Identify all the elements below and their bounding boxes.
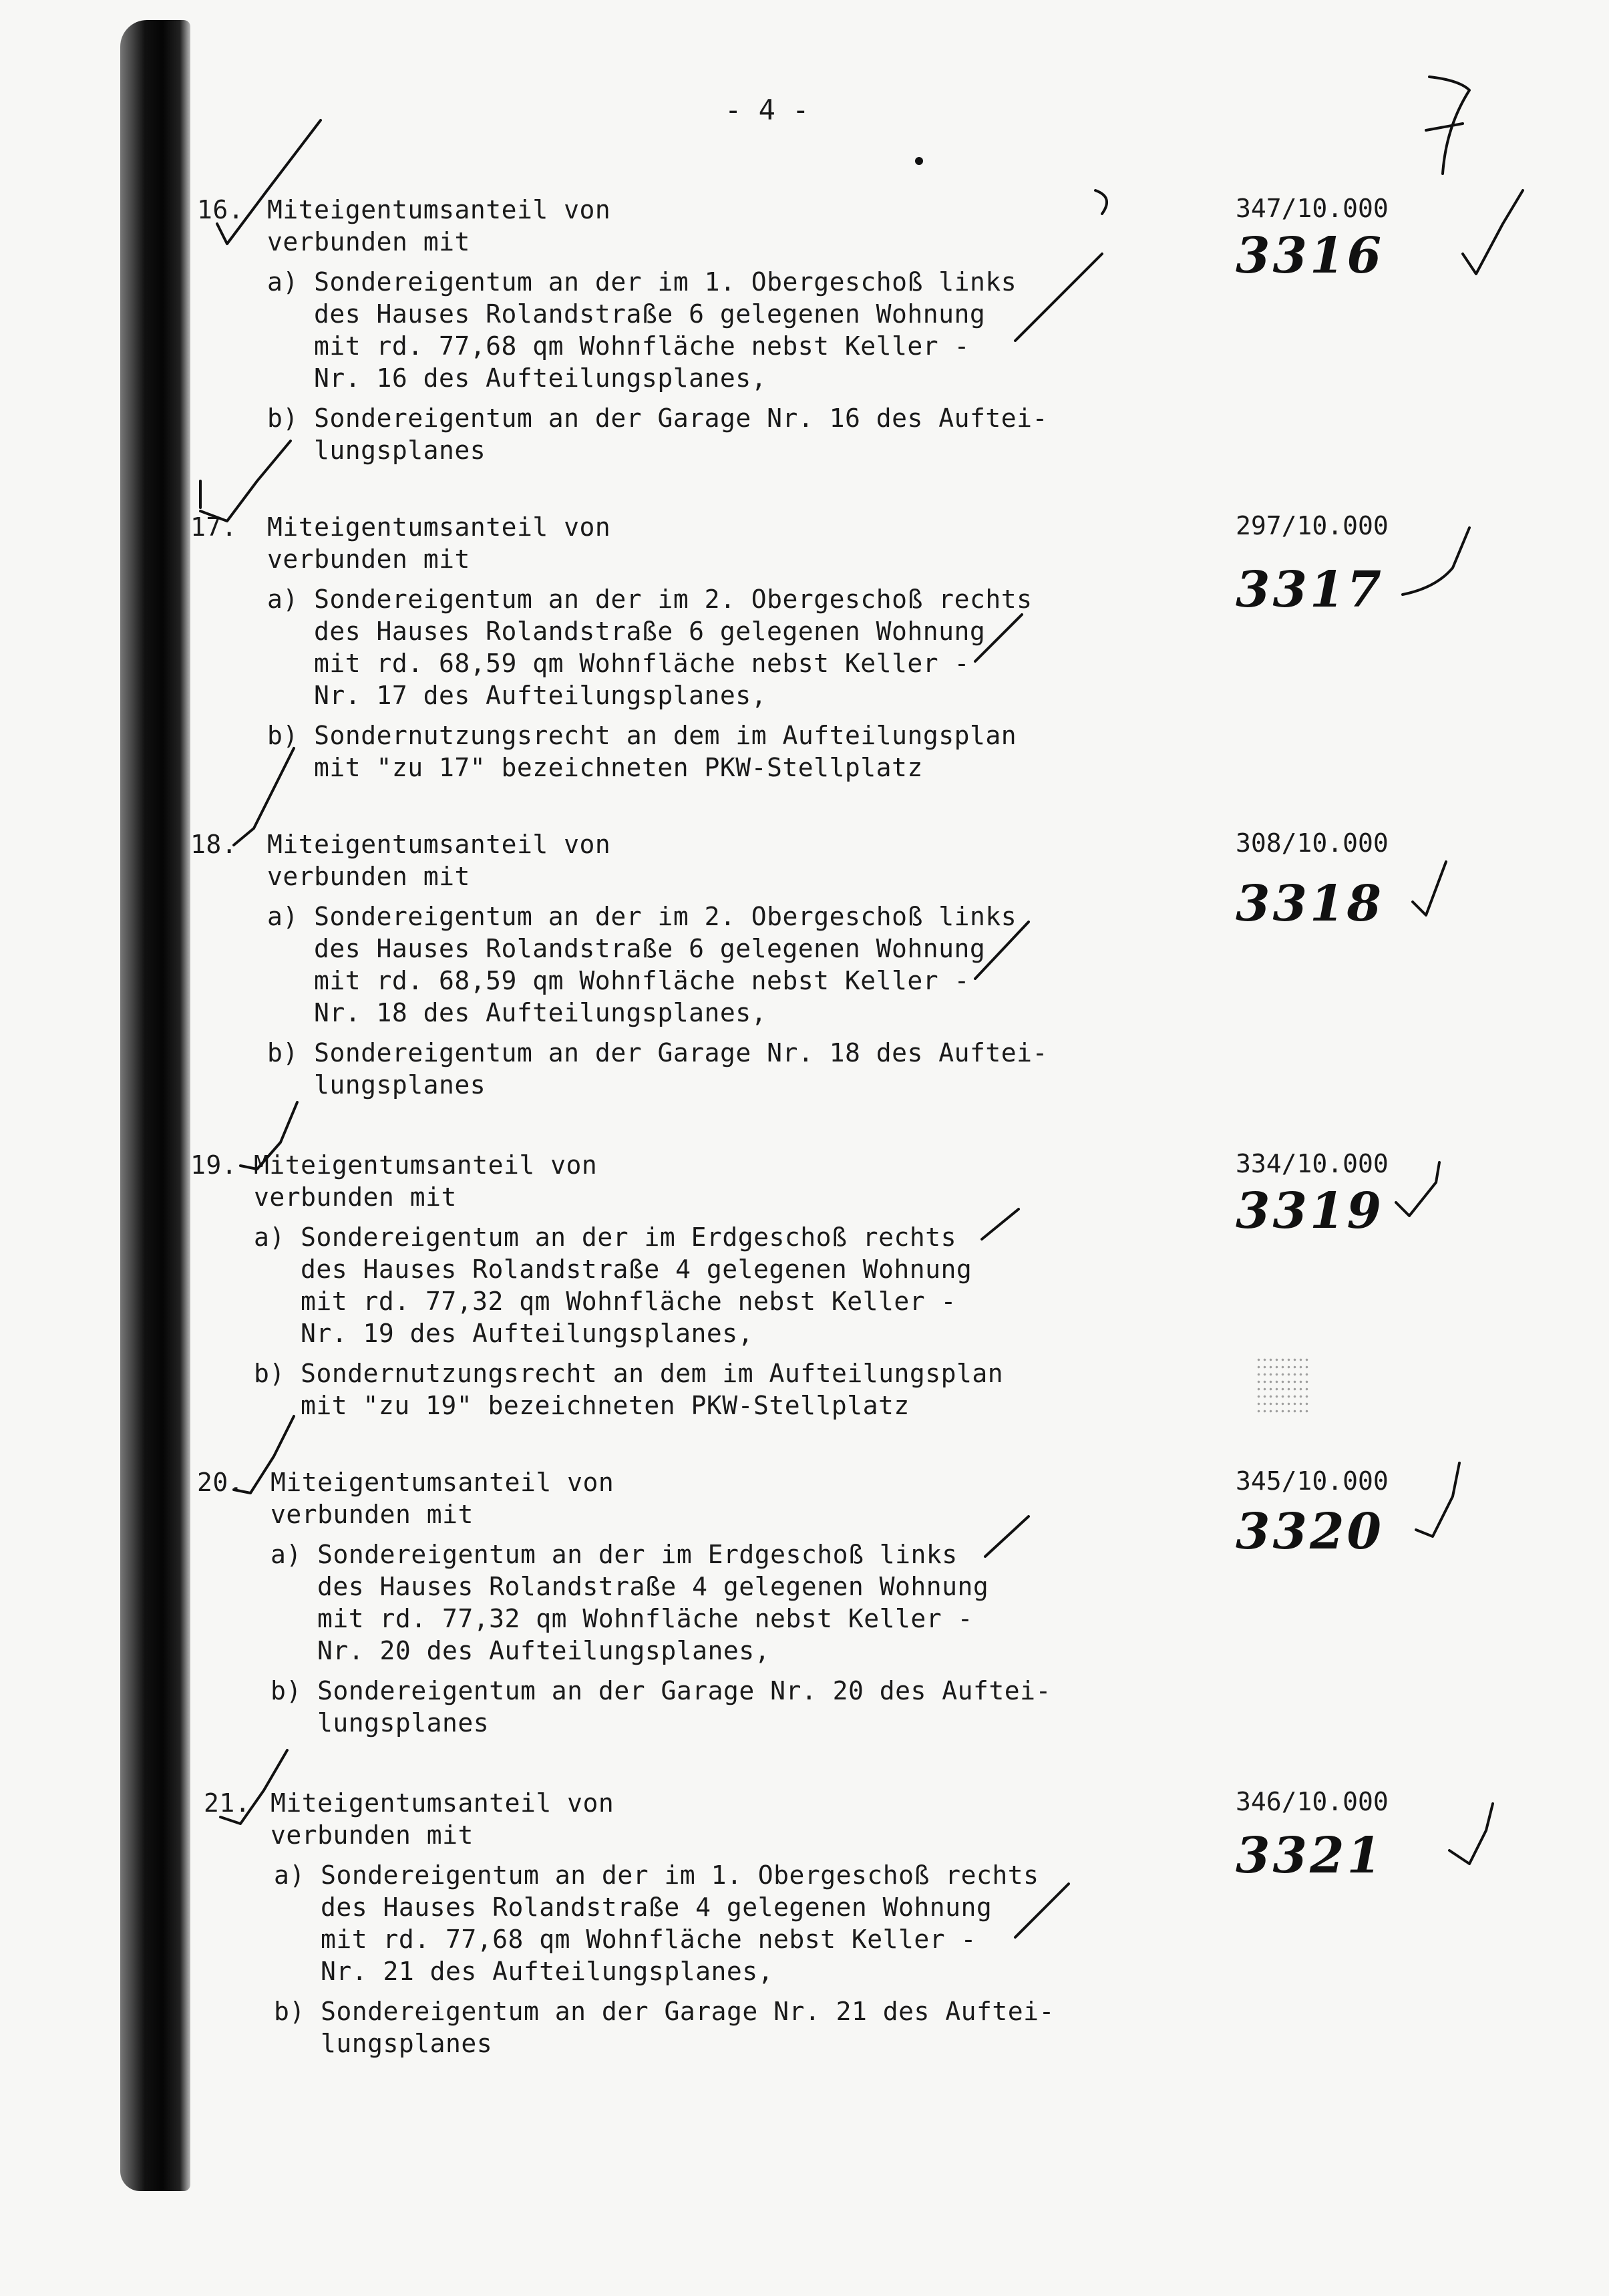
item-b: b) Sondereigentum an der Garage Nr. 18 des Auftei- [267, 1038, 1048, 1068]
page-number: - 4 - [725, 94, 810, 126]
entry-heading: Miteigentumsanteil von [267, 512, 611, 542]
entry-number: 21. [204, 1788, 251, 1818]
checkmark-16-right [1463, 190, 1523, 274]
ownership-share: 345/10.000 [1236, 1466, 1389, 1496]
handwritten-number: 3319 [1236, 1182, 1384, 1240]
entry-subheading: verbunden mit [267, 544, 470, 574]
item-b: b) Sondereigentum an der Garage Nr. 21 des Auftei- [274, 1997, 1055, 2026]
ownership-share: 346/10.000 [1236, 1787, 1389, 1816]
check-line-20 [985, 1516, 1029, 1556]
item-b-continued: lungsplanes [314, 1070, 486, 1100]
entry-heading: Miteigentumsanteil von [271, 1468, 614, 1497]
check-line-21 [1015, 1884, 1069, 1937]
ownership-share: 297/10.000 [1236, 511, 1389, 540]
item-a-continued: des Hauses Rolandstraße 4 gelegenen Wohnung [301, 1255, 972, 1284]
binding-edge-shadow [120, 20, 190, 2191]
check-line-16 [1015, 190, 1107, 341]
ownership-share: 347/10.000 [1236, 194, 1389, 223]
entry-heading: Miteigentumsanteil von [267, 195, 611, 224]
handwritten-number: 3321 [1236, 1827, 1384, 1884]
item-a-continued: Nr. 20 des Aufteilungsplanes, [317, 1636, 770, 1665]
item-a-continued: mit rd. 68,59 qm Wohnfläche nebst Keller - [314, 966, 970, 995]
item-a: a) Sondereigentum an der im 2. Obergeschoß rechts [267, 585, 1033, 614]
entry-subheading: verbunden mit [267, 862, 470, 891]
entry-subheading: verbunden mit [267, 227, 470, 257]
item-a-continued: des Hauses Rolandstraße 4 gelegenen Wohnung [317, 1572, 989, 1601]
ink-speckle [1256, 1356, 1309, 1416]
item-b-continued: lungsplanes [314, 436, 486, 465]
handwritten-number: 3318 [1236, 875, 1384, 933]
ownership-share: 308/10.000 [1236, 828, 1389, 858]
item-b-continued: mit "zu 19" bezeichneten PKW-Stellplatz [301, 1391, 910, 1420]
item-b-continued: mit "zu 17" bezeichneten PKW-Stellplatz [314, 753, 923, 782]
item-a-continued: des Hauses Rolandstraße 6 gelegenen Wohnung [314, 299, 986, 329]
item-a: a) Sondereigentum an der im 1. Obergeschoß rechts [274, 1860, 1039, 1890]
item-b: b) Sondernutzungsrecht an dem im Aufteilungsplan [254, 1359, 1004, 1388]
item-a-continued: mit rd. 77,32 qm Wohnfläche nebst Keller - [317, 1604, 973, 1633]
item-a-continued: mit rd. 77,32 qm Wohnfläche nebst Keller - [301, 1287, 956, 1316]
handwritten-number: 3317 [1236, 561, 1384, 619]
item-a-continued: mit rd. 68,59 qm Wohnfläche nebst Keller - [314, 649, 970, 678]
item-a-continued: Nr. 17 des Aufteilungsplanes, [314, 681, 767, 710]
checkmark-18-right [1413, 862, 1446, 915]
entry-number: 18. [190, 830, 238, 859]
ownership-share: 334/10.000 [1236, 1149, 1389, 1178]
item-a-continued: des Hauses Rolandstraße 4 gelegenen Wohnung [321, 1893, 993, 1922]
item-a: a) Sondereigentum an der im Erdgeschoß links [271, 1540, 958, 1569]
item-b: b) Sondereigentum an der Garage Nr. 20 des Auftei- [271, 1676, 1051, 1705]
entry-number: 20. [197, 1468, 244, 1497]
item-a-continued: des Hauses Rolandstraße 6 gelegenen Wohnung [314, 934, 986, 963]
item-b: b) Sondereigentum an der Garage Nr. 16 des Auftei- [267, 403, 1048, 433]
item-a-continued: mit rd. 77,68 qm Wohnfläche nebst Keller - [321, 1925, 976, 1954]
entry-subheading: verbunden mit [271, 1820, 474, 1850]
item-a: a) Sondereigentum an der im Erdgeschoß rechts [254, 1222, 957, 1252]
handwritten-seven [1426, 77, 1469, 174]
handwritten-number: 3316 [1236, 227, 1384, 285]
entry-subheading: verbunden mit [254, 1182, 457, 1212]
item-a-continued: Nr. 16 des Aufteilungsplanes, [314, 363, 767, 393]
checkmark-19-right [1396, 1162, 1439, 1216]
checkmark-21-right [1449, 1804, 1493, 1864]
checkmark-17-right [1403, 528, 1469, 595]
entry-subheading: verbunden mit [271, 1500, 474, 1529]
entry-heading: Miteigentumsanteil von [267, 830, 611, 859]
item-a-continued: Nr. 21 des Aufteilungsplanes, [321, 1957, 773, 1986]
item-b-continued: lungsplanes [317, 1708, 490, 1738]
item-b: b) Sondernutzungsrecht an dem im Aufteilungsplan [267, 721, 1017, 750]
checkmark-17-num [200, 441, 291, 521]
entry-number: 16. [197, 195, 244, 224]
handwritten-number: 3320 [1236, 1503, 1384, 1561]
ink-dot [915, 157, 923, 165]
item-a-continued: des Hauses Rolandstraße 6 gelegenen Wohnung [314, 617, 986, 646]
item-a: a) Sondereigentum an der im 1. Obergeschoß links [267, 267, 1017, 297]
check-line-19 [982, 1209, 1019, 1239]
item-a: a) Sondereigentum an der im 2. Obergeschoß links [267, 902, 1017, 931]
entry-number: 19. [190, 1150, 238, 1180]
item-a-continued: Nr. 19 des Aufteilungsplanes, [301, 1319, 753, 1348]
item-a-continued: Nr. 18 des Aufteilungsplanes, [314, 998, 767, 1027]
item-b-continued: lungsplanes [321, 2029, 493, 2058]
checkmark-20-right [1416, 1463, 1459, 1536]
item-a-continued: mit rd. 77,68 qm Wohnfläche nebst Keller - [314, 331, 970, 361]
entry-heading: Miteigentumsanteil von [271, 1788, 614, 1818]
entry-number: 17. [190, 512, 238, 542]
entry-heading: Miteigentumsanteil von [254, 1150, 598, 1180]
